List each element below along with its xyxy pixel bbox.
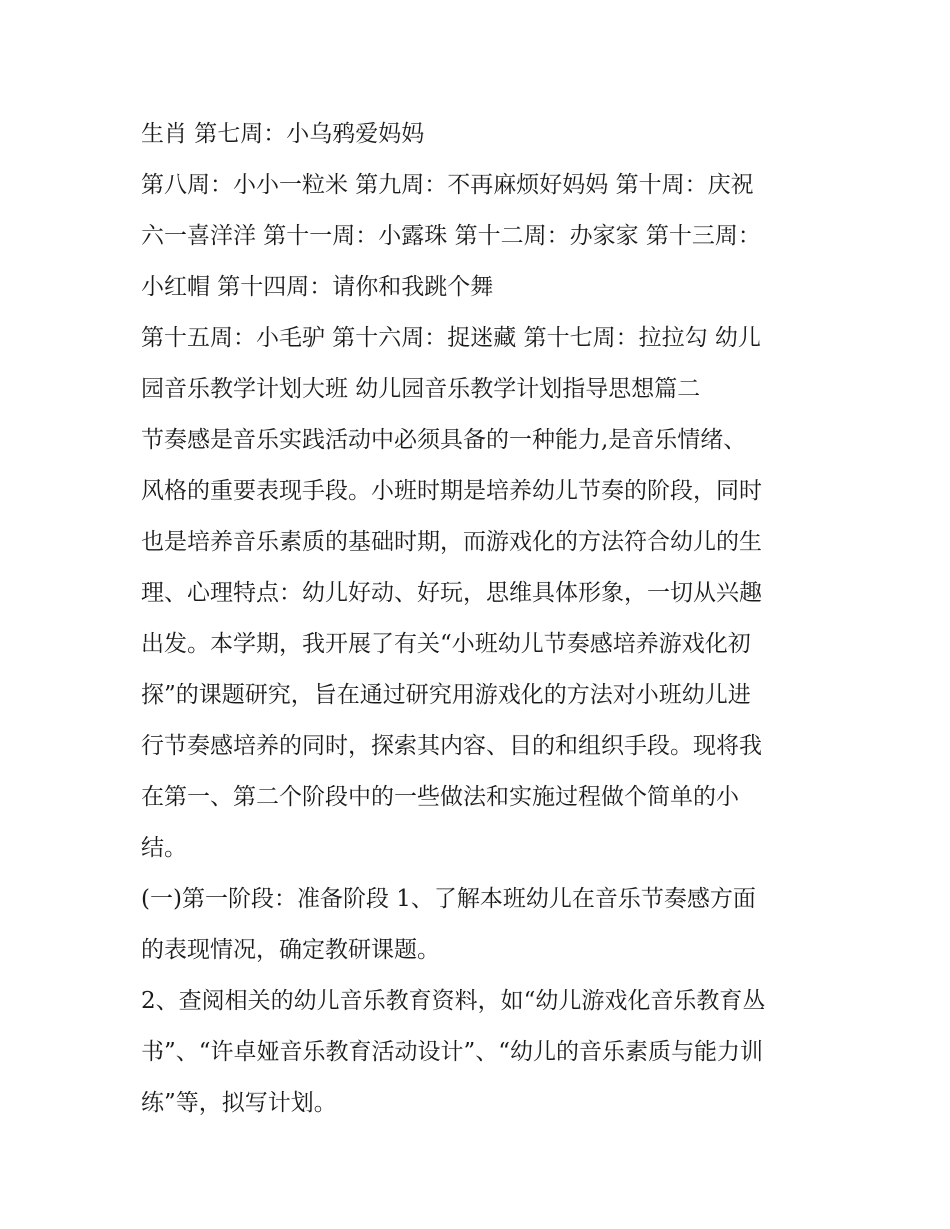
document-body	[141, 109, 821, 1129]
text-line: 也是培养音乐素质的基础时期，而游戏化的方法符合幼儿的生	[141, 529, 762, 555]
text-line: 行节奏感培养的同时，探索其内容、目的和组织手段。现将我	[141, 733, 762, 759]
text-line: 的表现情况，确定教研课题。	[141, 937, 440, 963]
text-line: 探”的课题研究，旨在通过研究用游戏化的方法对小班幼儿进	[141, 682, 751, 708]
text-line: 小红帽 第十四周：请你和我跳个舞	[141, 274, 494, 300]
text-line: 2、查阅相关的幼儿音乐教育资料，如“幼儿游戏化音乐教育丛	[141, 988, 766, 1014]
text-line: 第八周：小小一粒米 第九周：不再麻烦好妈妈 第十周：庆祝	[141, 172, 754, 198]
text-line: 节奏感是音乐实践活动中必须具备的一种能力,是音乐情绪、	[141, 427, 747, 453]
text-line: 结。	[141, 835, 187, 861]
text-line: 练”等，拟写计划。	[141, 1090, 337, 1116]
text-line: 六一喜洋洋 第十一周：小露珠 第十二周：办家家 第十三周：	[141, 223, 761, 249]
text-line: 第十五周：小毛驴 第十六周：捉迷藏 第十七周：拉拉勾 幼儿	[141, 325, 761, 351]
text-line: 理、心理特点：幼儿好动、好玩，思维具体形象，一切从兴趣	[141, 580, 762, 606]
text-line: 风格的重要表现手段。小班时期是培养幼儿节奏的阶段，同时	[141, 478, 762, 504]
text-line: (一)第一阶段：准备阶段 1、了解本班幼儿在音乐节奏感方面	[141, 886, 756, 912]
text-line: 在第一、第二个阶段中的一些做法和实施过程做个简单的小	[141, 784, 739, 810]
text-line: 出发。本学期，我开展了有关“小班幼儿节奏感培养游戏化初	[141, 631, 751, 657]
text-line: 园音乐教学计划大班 幼儿园音乐教学计划指导思想篇二	[141, 376, 701, 402]
text-line: 生肖 第七周：小乌鸦爱妈妈	[141, 121, 425, 147]
text-line: 书”、“许卓娅音乐教育活动设计”、“幼儿的音乐素质与能力训	[141, 1039, 764, 1065]
